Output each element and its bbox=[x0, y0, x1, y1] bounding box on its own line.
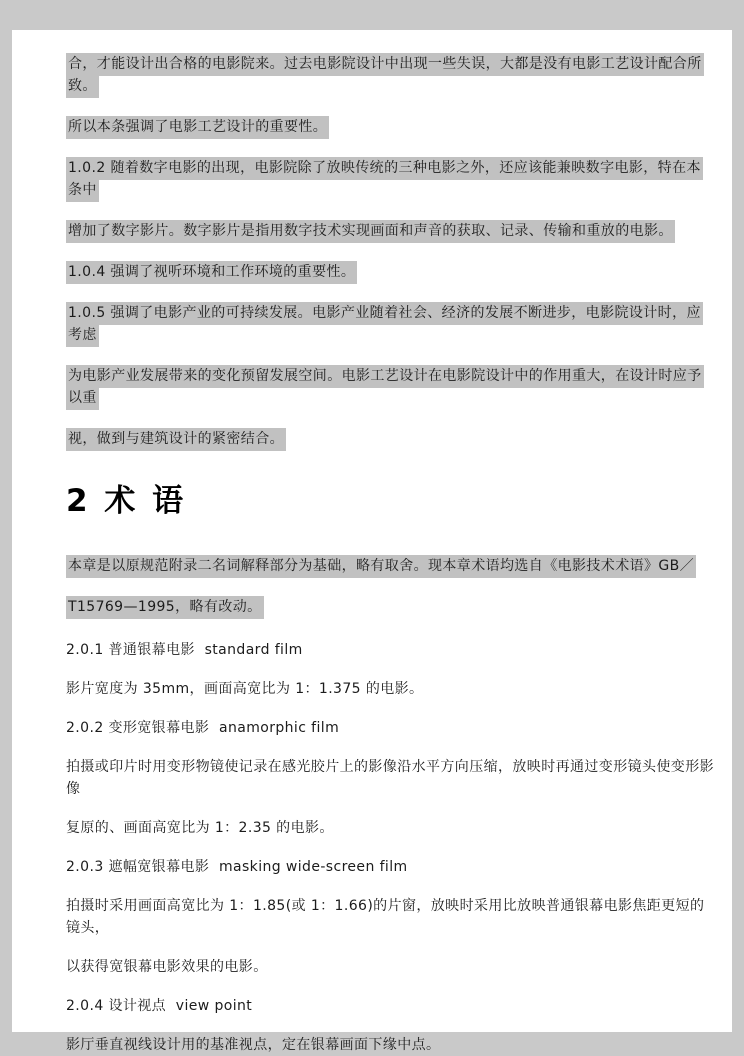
highlighted-text: 视，做到与建筑设计的紧密结合。 bbox=[66, 428, 286, 451]
text-line bbox=[66, 220, 714, 242]
text-line: 复原的、画面高宽比为 1：2.35 的电影。 bbox=[66, 820, 334, 836]
highlighted-text: 1.0.4 强调了视听环境和工作环境的重要性。 bbox=[66, 261, 357, 284]
text-line: 以获得宽银幕电影效果的电影。 bbox=[66, 959, 268, 975]
term-heading-line: 2.0.3 遮幅宽银幕电影 masking wide-screen film bbox=[66, 859, 408, 875]
text-line bbox=[66, 157, 714, 201]
highlighted-text: 增加了数字影片。数字影片是指用数字技术实现画面和声音的获取、记录、传输和重放的电影。 bbox=[66, 220, 675, 243]
term-heading-line: 2.0.4 设计视点 view point bbox=[66, 998, 253, 1014]
highlighted-text: T15769—1995，略有改动。 bbox=[66, 596, 264, 619]
text-line bbox=[66, 116, 714, 138]
text-line bbox=[66, 596, 714, 618]
text-line bbox=[66, 261, 714, 283]
text-line bbox=[66, 428, 714, 450]
term-heading-line: 2.0.1 普通银幕电影 standard film bbox=[66, 642, 303, 658]
text-line bbox=[66, 365, 714, 409]
text-line bbox=[66, 53, 714, 97]
highlighted-text: 合，才能设计出合格的电影院来。过去电影院设计中出现一些失误，大都是没有电影工艺设计配合所致。 bbox=[66, 53, 704, 98]
text-line bbox=[66, 555, 714, 577]
highlighted-text: 所以本条强调了电影工艺设计的重要性。 bbox=[66, 116, 329, 139]
highlighted-text: 本章是以原规范附录二名词解释部分为基础，略有取舍。现本章术语均选自《电影技术术语》GB／ bbox=[66, 555, 696, 578]
term-heading-line: 2.0.2 变形宽银幕电影 anamorphic film bbox=[66, 720, 340, 736]
highlighted-text: 1.0.2 随着数字电影的出现，电影院除了放映传统的三种电影之外，还应该能兼映数字电影，特在本条中 bbox=[66, 157, 703, 202]
text-line: 影片宽度为 35mm，画面高宽比为 1：1.375 的电影。 bbox=[66, 681, 424, 697]
text-line: 影厅垂直视线设计用的基准视点，定在银幕画面下缘中点。 bbox=[66, 1037, 441, 1053]
document-page bbox=[12, 30, 732, 1053]
text-line: 拍摄时采用画面高宽比为 1：1.85(或 1：1.66)的片窗，放映时采用比放映普通银幕电影焦距更短的镜头， bbox=[66, 898, 705, 936]
text-line: 拍摄或印片时用变形物镜使记录在感光胶片上的影像沿水平方向压缩，放映时再通过变形镜头使变形影像 bbox=[66, 759, 714, 797]
highlighted-text: 1.0.5 强调了电影产业的可持续发展。电影产业随着社会、经济的发展不断进步，电影院设计时，应考虑 bbox=[66, 302, 703, 347]
section-heading: 2 术 语 bbox=[66, 483, 187, 519]
text-line bbox=[66, 302, 714, 346]
highlighted-text: 为电影产业发展带来的变化预留发展空间。电影工艺设计在电影院设计中的作用重大，在设计时应予以重 bbox=[66, 365, 704, 410]
